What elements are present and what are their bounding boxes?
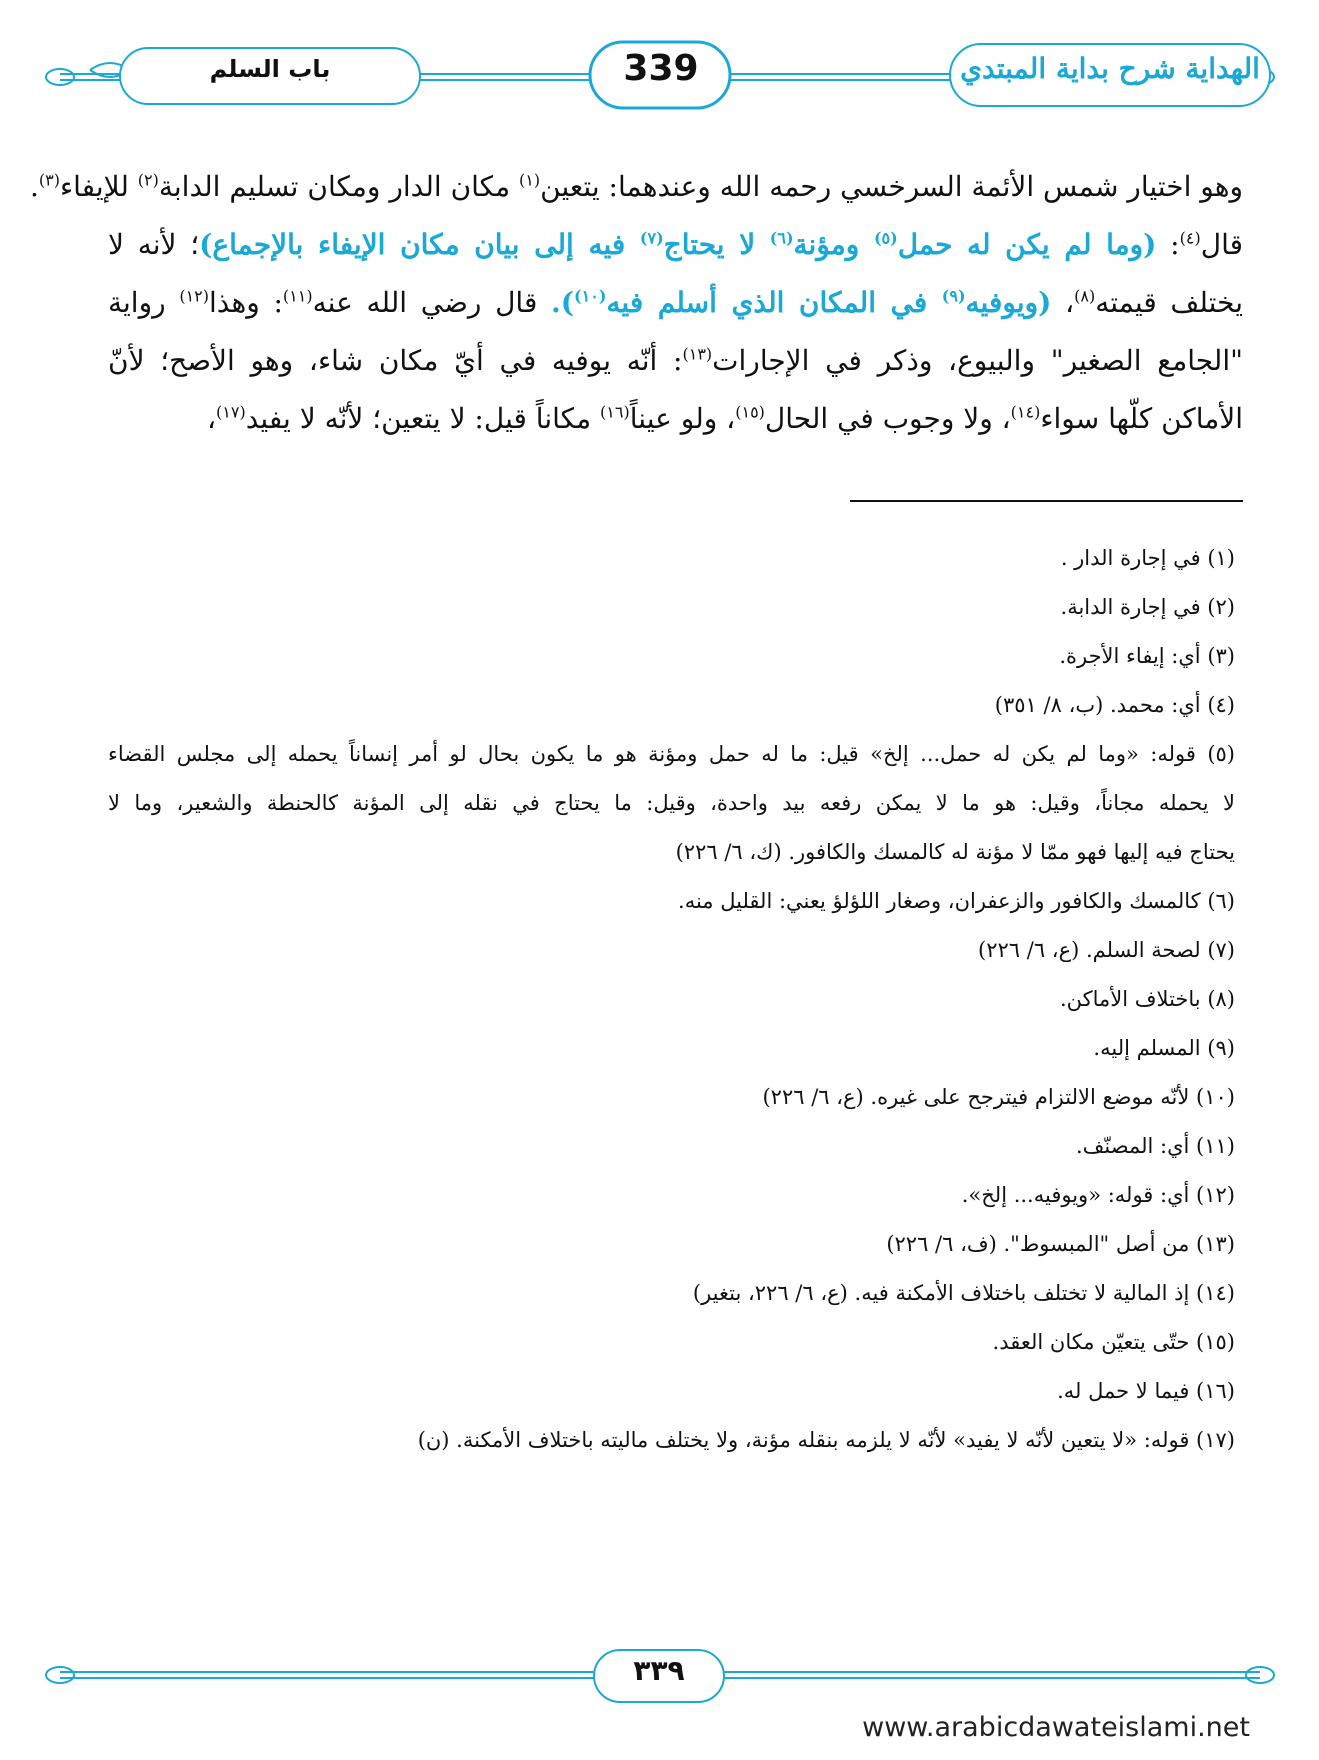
main-line xyxy=(108,274,1243,332)
footnote-ref: (١٥) xyxy=(735,402,765,422)
matn-text: لا يحتاج xyxy=(663,228,770,261)
main-line xyxy=(108,332,1243,390)
commentary-text: الأماكن كلّها سواء xyxy=(1040,402,1243,435)
chapter-title: باب السلم xyxy=(209,55,331,83)
main-text xyxy=(29,158,1243,448)
commentary-text: : وهذا xyxy=(209,286,283,319)
commentary-text: رواية xyxy=(108,286,180,319)
footnote: (٤) أي: محمد. (ب، ٨/ ٣٥١) xyxy=(994,693,1235,717)
footnote: (٩) المسلم إليه. xyxy=(1093,1036,1235,1060)
matn-text: (وما لم يكن له حمل xyxy=(897,228,1157,261)
footer-page-number: ٣٣٩ xyxy=(633,1654,685,1687)
commentary-text: : أنّه يوفيه في أيّ مكان شاء، وهو الأصح؛ لأنّ xyxy=(108,344,683,377)
footnote: (١٣) من أصل "المبسوط". (ف، ٦/ ٢٢٦) xyxy=(886,1232,1235,1256)
footnote: (٣) أي: إيفاء الأجرة. xyxy=(1059,644,1235,668)
matn-text: ). xyxy=(551,286,575,319)
footnote-ref: (٧) xyxy=(639,228,664,248)
commentary-text: قال xyxy=(1200,228,1243,261)
footnote-ref: (٥) xyxy=(873,228,898,248)
footnote: (١) في إجارة الدار . xyxy=(1060,546,1235,570)
commentary-text: ، ولو عيناً xyxy=(629,402,736,435)
footnote-ref: (١٧) xyxy=(216,402,246,422)
commentary-text: ، ولا وجوب في الحال xyxy=(764,402,1011,435)
commentary-text: يختلف قيمته xyxy=(1095,286,1243,319)
matn-text: ومؤنة xyxy=(793,228,874,261)
commentary-text: مكان الدار ومكان تسليم الدابة xyxy=(158,170,520,203)
footnote: لا يحمله مجاناً، وقيل: هو ما لا يمكن رفعه بيد واحدة، وقيل: ما يحتاج في نقله إلى المؤنة كالحنطة والشعير، وما لا xyxy=(108,791,1235,815)
footnote-ref: (٨) xyxy=(1074,286,1096,306)
footnote-ref: (٩) xyxy=(941,286,966,306)
page-number: 339 xyxy=(623,48,699,89)
commentary-text: للإيفاء xyxy=(59,170,138,203)
commentary-text: ؛ لأنه لا xyxy=(108,228,200,261)
commentary-text: قال رضي الله عنه xyxy=(312,286,552,319)
commentary-text: ، xyxy=(206,402,217,435)
matn-text: في المكان الذي أسلم فيه xyxy=(606,286,942,319)
website-url: www.arabicdawateislami.net xyxy=(862,1712,1250,1743)
main-line xyxy=(29,158,1243,216)
footnote-ref: (٣) xyxy=(38,170,60,190)
footnote: (٦) كالمسك والكافور والزعفران، وصغار اللؤلؤ يعني: القليل منه. xyxy=(678,889,1235,913)
footnotes xyxy=(108,534,1235,1465)
footnote-ref: (١) xyxy=(519,170,541,190)
commentary-text: "الجامع الصغير" والبيوع، وذكر في الإجارات xyxy=(712,344,1243,377)
footnote: (٥) قوله: «وما لم يكن له حمل... إلخ» قيل: ما له حمل ومؤنة هو ما يكون بحال لو أمر إنساناً يحمله إلى مجلس القضاء xyxy=(108,742,1235,766)
footnote: (١٢) أي: قوله: «ويوفيه... إلخ». xyxy=(961,1183,1235,1207)
commentary-text: : xyxy=(1156,228,1180,261)
footnote-ref: (١٢) xyxy=(179,286,210,306)
footnote-ref: (١١) xyxy=(282,286,313,306)
book-title: الهداية شرح بداية المبتدي xyxy=(960,52,1260,85)
footnote: يحتاج فيه إليها فهو ممّا لا مؤنة له كالمسك والكافور. (ك، ٦/ ٢٢٦) xyxy=(675,840,1235,864)
matn-text: (ويوفيه xyxy=(965,286,1052,319)
footnote-ref: (٤) xyxy=(1179,228,1201,248)
footnote: (١٧) قوله: «لا يتعين لأنّه لا يفيد» لأنّه لا يلزمه بنقله مؤنة، ولا يختلف ماليته باختلاف الأمكنة. (ن) xyxy=(417,1428,1235,1452)
footnote-ref: (٢) xyxy=(137,170,159,190)
footnote: (١٠) لأنّه موضع الالتزام فيترجح على غيره. (ع، ٦/ ٢٢٦) xyxy=(762,1085,1235,1109)
footnote-ref: (١٤) xyxy=(1010,402,1041,422)
footnote: (٧) لصحة السلم. (ع، ٦/ ٢٢٦) xyxy=(978,938,1235,962)
footnote-ref: (٦) xyxy=(769,228,794,248)
commentary-text: وهو اختيار شمس الأئمة السرخسي رحمه الله وعندهما: يتعين xyxy=(540,170,1243,203)
footnote-ref: (١٠) xyxy=(574,286,607,306)
matn-text: فيه إلى بيان مكان الإيفاء بالإجماع) xyxy=(199,228,640,261)
footnote-ref: (١٣) xyxy=(682,344,713,364)
commentary-text: ، xyxy=(1051,286,1075,319)
footnote: (١٤) إذ المالية لا تختلف باختلاف الأمكنة فيه. (ع، ٦/ ٢٢٦، بتغير) xyxy=(692,1281,1235,1305)
main-line xyxy=(108,216,1243,274)
commentary-text: مكاناً قيل: لا يتعين؛ لأنّه لا يفيد xyxy=(245,402,601,435)
footnote: (٢) في إجارة الدابة. xyxy=(1060,595,1235,619)
footnote: (٨) باختلاف الأماكن. xyxy=(1059,987,1235,1011)
footnote: (١٦) فيما لا حمل له. xyxy=(1057,1379,1235,1403)
footnote: (١١) أي: المصنّف. xyxy=(1076,1134,1235,1158)
footnote-separator xyxy=(850,500,1243,502)
main-line xyxy=(108,390,1243,448)
commentary-text: . xyxy=(29,170,39,203)
footnote-ref: (١٦) xyxy=(600,402,630,422)
footnote: (١٥) حتّى يتعيّن مكان العقد. xyxy=(992,1330,1235,1354)
